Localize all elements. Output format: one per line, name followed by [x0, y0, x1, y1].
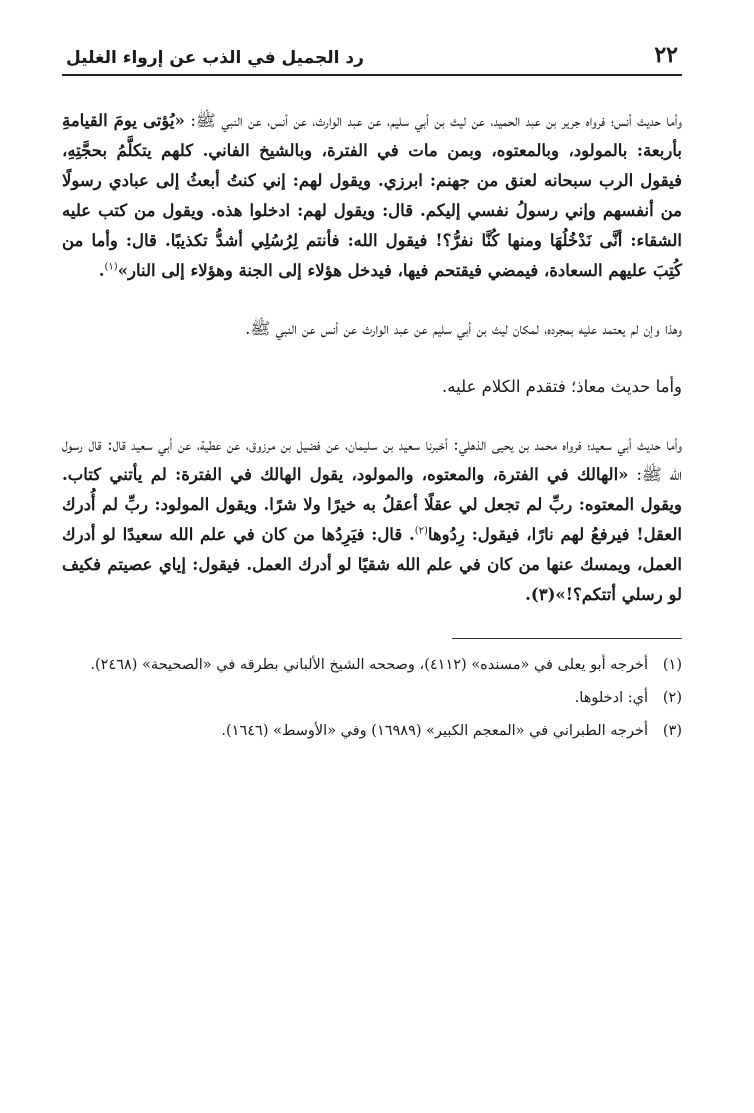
footnote-rule	[452, 638, 682, 639]
header-rule	[62, 74, 682, 76]
footnote-number: (١)	[662, 657, 682, 673]
footnote-text: أخرجه الطبراني في «المعجم الكبير» (١٦٩٨٩) وفي «الأوسط» (١٦٤٦).	[221, 723, 648, 739]
paragraph-muadh	[62, 372, 682, 402]
page-header	[62, 30, 682, 68]
page-number: ٢٢	[654, 42, 678, 68]
footnote-item	[62, 653, 682, 678]
hadith-text: «الهالك في الفترة، والمعتوه، والمولود، يقول الهالك في الفترة: لم يأتني كتاب. ويقول المعتوه: ربِّ لم تجعل لي عقلًا أعقلُ به خيرًا ولا شرًا. ويقول المولود: ربِّ لم أُدرك العقل! فيرفعُ لهم نارًا، فيقول: رِدُوها	[62, 465, 682, 544]
paragraph-tail: .	[98, 261, 105, 280]
footnote-item	[62, 686, 682, 711]
paragraph-comment	[62, 314, 682, 344]
paragraph-anas	[62, 106, 682, 286]
footnote-text: أي: ادخلوها.	[574, 690, 648, 706]
footnote-number: (٢)	[662, 690, 682, 706]
footnote-item	[62, 719, 682, 744]
paragraph-tail: . قال: فيَرِدُها من كان في علم الله سعيدًا لو أدرك العمل، ويمسك عنها من كان في علم الله شقيًا لو أدرك العمل. فيقول: إياي عصيتم فكيف لو رسلي أتتكم؟!»(٣).	[62, 525, 682, 604]
running-title: رد الجميل في الذب عن إرواء الغليل	[66, 48, 364, 68]
paragraph-intro: وأما حديث أبي سعيد؛ فرواه محمد بن يحيى الذهلي: أخبرنا سعيد بن سليمان، عن فضيل بن مرزوق، عن عطية، عن أبي سعيد قال: قال رسول الله ﷺ:	[62, 435, 682, 484]
paragraph-intro: وهذا وإن لم يعتمد عليه بمجرده، لمكان ليث بن أبي سليم عن عبد الوارث عن أنس عن النبي ﷺ.	[245, 319, 682, 338]
body-text	[62, 106, 682, 610]
book-page	[62, 30, 682, 752]
paragraph-abu-said	[62, 430, 682, 610]
footnote-ref: (٢)	[414, 525, 428, 537]
hadith-text: «يُؤتى يومَ القيامةِ بأربعة: بالمولود، وبالمعتوه، وبمن مات في الفترة، وبالشيخ الفاني. كلهم يتكلَّمُ بحجَّتِهِ، فيقول الرب سبحانه لعنق من جهنم: ابرزي. ويقول لهم: إني كنتُ أبعثُ إلى عبادي رسولًا من أنفسهم وإني رسولُ نفسي إليكم. قال: ويقول لهم: ادخلوا هذه. ويقول من كتب عليه الشقاء: أنَّى نَدْخُلُهَا ومنها كُنَّا نفرُّ؟! فيقول الله: فأنتم لِرُسُلِي أشدُّ تكذيبًا. قال: وأما من كُتِبَ عليهم السعادة، فيمضي فيقتحم فيها، فيدخل هؤلاء إلى الجنة وهؤلاء إلى النار»	[62, 111, 682, 280]
paragraph-intro: وأما حديث معاذ؛ فتقدم الكلام عليه.	[442, 377, 682, 396]
footnote-text: أخرجه أبو يعلى في «مسنده» (٤١١٢)، وصححه الشيخ الألباني بطرقه في «الصحيحة» (٢٤٦٨).	[90, 657, 648, 673]
footnotes	[62, 653, 682, 744]
footnote-ref: (١)	[104, 261, 118, 273]
paragraph-intro: وأما حديث أنس؛ فرواه جرير بن عبد الحميد، عن ليث بن أبي سليم، عن عبد الوارث، عن أنس، عن النبي ﷺ:	[184, 111, 682, 130]
footnote-number: (٣)	[662, 723, 682, 739]
